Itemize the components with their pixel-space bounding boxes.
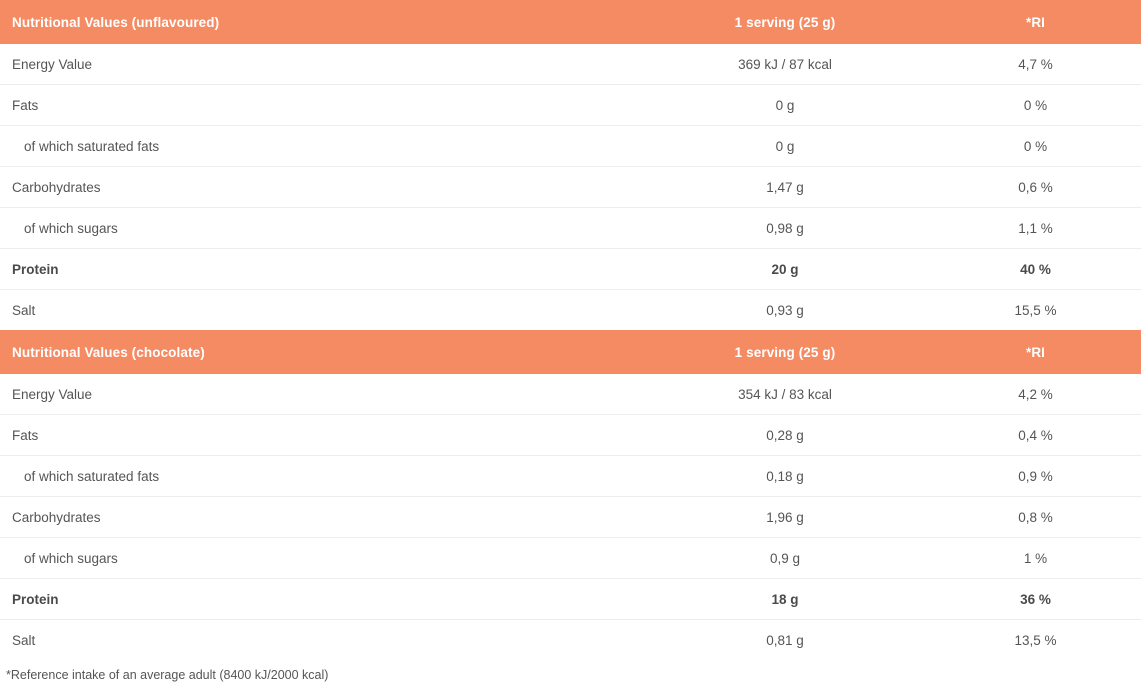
table-row (0, 208, 1141, 249)
table-row (0, 44, 1141, 85)
nutrient-ri-value: 0,8 % (930, 497, 1141, 538)
column-header-nutrient: Nutritional Values (chocolate) (0, 330, 640, 374)
nutrient-label: Energy Value (0, 374, 640, 415)
table-row (0, 85, 1141, 126)
table-row (0, 167, 1141, 208)
nutrient-label: Salt (0, 290, 640, 331)
table-row (0, 620, 1141, 661)
table-row (0, 497, 1141, 538)
nutrient-serving-value: 0,28 g (640, 415, 930, 456)
column-header-ri: *RI (930, 0, 1141, 44)
nutrient-ri-value: 4,2 % (930, 374, 1141, 415)
nutrient-label: Carbohydrates (0, 167, 640, 208)
nutrient-serving-value: 0,81 g (640, 620, 930, 661)
nutrient-serving-value: 1,47 g (640, 167, 930, 208)
nutrient-ri-value: 15,5 % (930, 290, 1141, 331)
table-row (0, 456, 1141, 497)
table-header-row (0, 330, 1141, 374)
nutrient-serving-value: 0 g (640, 85, 930, 126)
nutrient-ri-value: 36 % (930, 579, 1141, 620)
table-row (0, 579, 1141, 620)
nutrient-serving-value: 0,9 g (640, 538, 930, 579)
table-row (0, 374, 1141, 415)
nutrition-table (0, 0, 1141, 330)
nutrient-ri-value: 4,7 % (930, 44, 1141, 85)
nutrient-label: Protein (0, 249, 640, 290)
nutrient-label: Fats (0, 415, 640, 456)
table-header-row (0, 0, 1141, 44)
nutrient-ri-value: 1,1 % (930, 208, 1141, 249)
nutrient-serving-value: 18 g (640, 579, 930, 620)
nutrient-serving-value: 354 kJ / 83 kcal (640, 374, 930, 415)
table-row (0, 249, 1141, 290)
nutrient-ri-value: 0 % (930, 85, 1141, 126)
nutrient-label: of which sugars (0, 208, 640, 249)
nutrient-ri-value: 0,9 % (930, 456, 1141, 497)
nutrient-label: Carbohydrates (0, 497, 640, 538)
table-row (0, 415, 1141, 456)
nutrient-serving-value: 0,93 g (640, 290, 930, 331)
table-row (0, 126, 1141, 167)
nutrition-table (0, 330, 1141, 660)
nutrient-serving-value: 1,96 g (640, 497, 930, 538)
column-header-serving: 1 serving (25 g) (640, 0, 930, 44)
column-header-nutrient: Nutritional Values (unflavoured) (0, 0, 640, 44)
column-header-serving: 1 serving (25 g) (640, 330, 930, 374)
nutrient-label: Protein (0, 579, 640, 620)
nutrient-serving-value: 0,98 g (640, 208, 930, 249)
nutrient-label: Salt (0, 620, 640, 661)
nutrient-label: of which saturated fats (0, 126, 640, 167)
nutrient-label: of which sugars (0, 538, 640, 579)
table-row (0, 290, 1141, 331)
nutrient-ri-value: 0,6 % (930, 167, 1141, 208)
nutrient-serving-value: 0 g (640, 126, 930, 167)
nutrient-ri-value: 13,5 % (930, 620, 1141, 661)
nutrient-label: of which saturated fats (0, 456, 640, 497)
nutrient-ri-value: 0 % (930, 126, 1141, 167)
nutrient-ri-value: 0,4 % (930, 415, 1141, 456)
nutrient-label: Energy Value (0, 44, 640, 85)
column-header-ri: *RI (930, 330, 1141, 374)
nutrient-serving-value: 369 kJ / 87 kcal (640, 44, 930, 85)
table-row (0, 538, 1141, 579)
nutrient-ri-value: 1 % (930, 538, 1141, 579)
nutrient-ri-value: 40 % (930, 249, 1141, 290)
nutrient-label: Fats (0, 85, 640, 126)
nutrient-serving-value: 20 g (640, 249, 930, 290)
reference-intake-footnote: *Reference intake of an average adult (8400 kJ/2000 kcal) (6, 668, 329, 682)
nutrient-serving-value: 0,18 g (640, 456, 930, 497)
